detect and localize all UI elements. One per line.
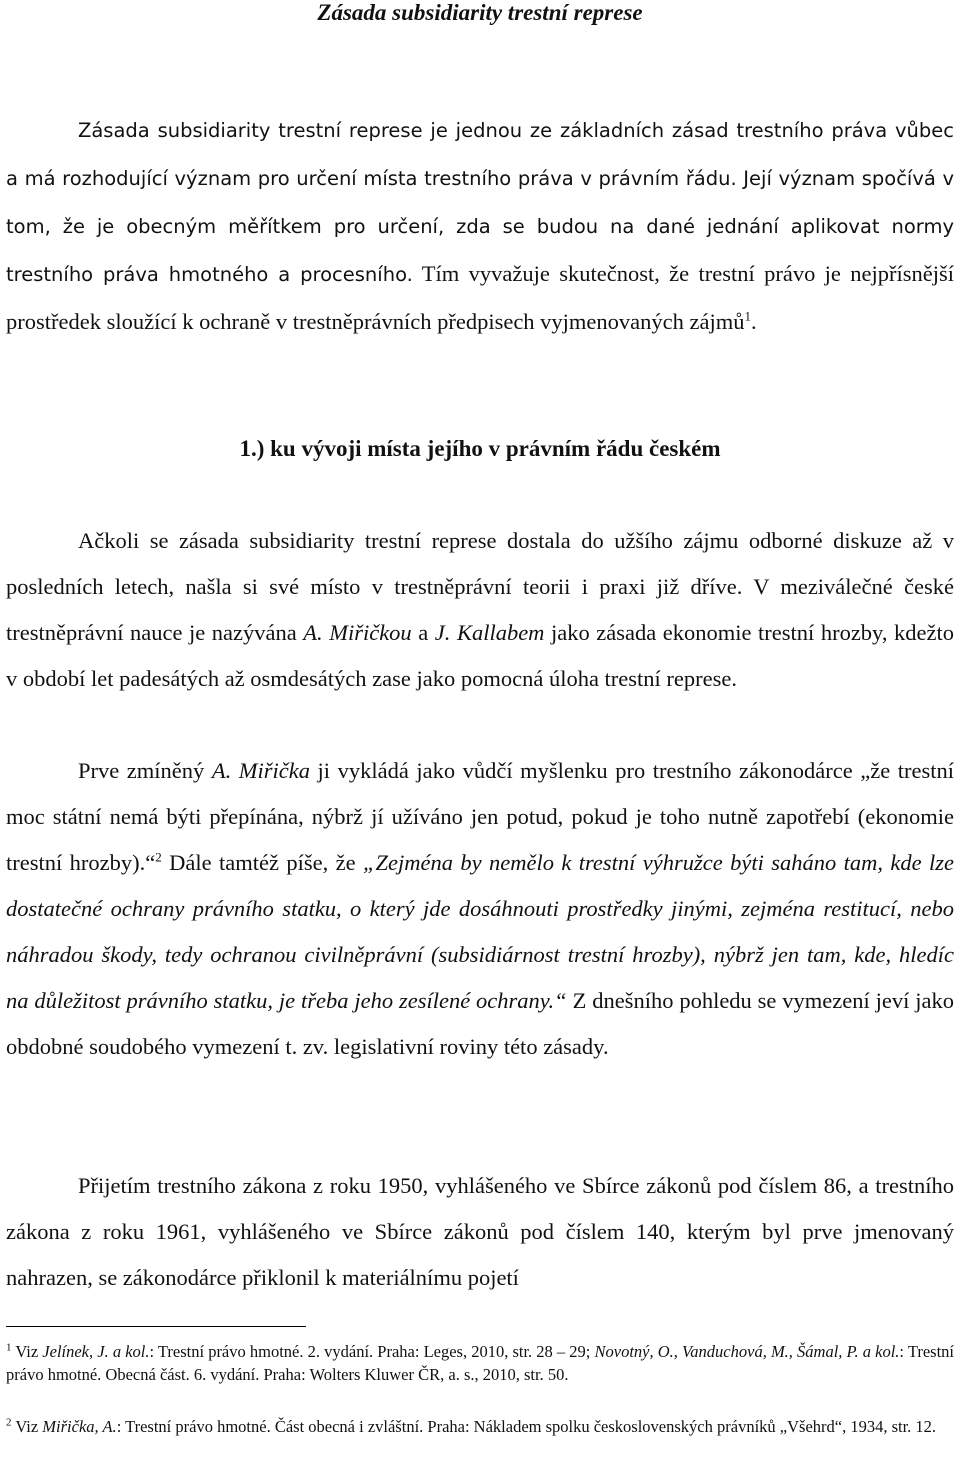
paragraph-1-part-a: Zásada subsidiarity trestní represe je jednou ze základních zásad trestního práva vůbec a má rozhodující význam pro určení místa trestního práva v právním řádu. Její význam spočívá v tom, že je obecným měřítkem pro určení, zda se budou na dané jednání aplikovat normy trestního práva hmotného a procesního. [6, 119, 954, 286]
paragraph-2-part-a: Ačkoli se zásada subsidiarity trestní represe dostala do užšího zájmu odborné diskuze až v posledních letech, našla si své místo v trestněprávní teorii i praxi již dříve. V meziválečné české trestněprávní nauce je nazývána [6, 528, 954, 645]
paragraph-3-quote: „Zejména by nemělo k trestní výhružce býti saháno tam, kde lze dostatečné ochrany právního statku, o který jde dosáhnouti prostředky jinými, zejména restitucí, nebo náhradou škody, tedy ochranou civilněprávní (subsidiárnost trestní hrozby), nýbrž jen tam, kde, hledíc na důležitost právního statku, je třeba jeho zesílené ochrany.“ [6, 850, 954, 1013]
footnote-2-author: Miřička, A. [42, 1417, 117, 1436]
paragraph-3-part-c: Dále tamtéž píše, že [161, 850, 363, 875]
footnote-1-author-2: Novotný, O., Vanduchová, M., Šámal, P. a kol. [594, 1342, 900, 1361]
footnote-1-part-a: Viz [11, 1342, 43, 1361]
paragraph-3-part-d: Z dnešního pohledu se vymezení jeví jako obdobné soudobého vymezení t. zv. legislativní roviny této zásady. [6, 988, 954, 1059]
paragraph-1-end: . [751, 309, 757, 334]
footnote-1-author-1: Jelínek, J. a kol. [42, 1342, 150, 1361]
paragraph-2 [6, 518, 954, 702]
footnote-ref-1: 1 [744, 308, 751, 324]
author-miricka-2: A. Miřička [211, 758, 310, 783]
paragraph-1 [6, 106, 954, 345]
paragraph-4-text: Přijetím trestního zákona z roku 1950, vyhlášeného ve Sbírce zákonů pod číslem 86, a trestního zákona z roku 1961, vyhlášeného ve Sbírce zákonů pod číslem 140, kterým byl prve jmenovaný nahrazen, se zákonodárce přiklonil k materiálnímu pojetí [6, 1173, 954, 1290]
footnote-2-number: 2 [6, 1416, 12, 1429]
paragraph-4 [6, 1163, 954, 1301]
footnote-1-number: 1 [6, 1341, 12, 1354]
footnote-2-part-a: Viz [11, 1417, 43, 1436]
footnote-ref-2: 2 [155, 849, 162, 865]
paragraph-3 [6, 748, 954, 1070]
paragraph-1-part-b: Tím vyvažuje skutečnost, že trestní právo je nejpřísnější prostředek sloužící k ochraně v trestněprávních předpisech vyjmenovaných zájmů [6, 261, 954, 334]
footnote-1 [6, 1340, 954, 1386]
footnote-separator [6, 1326, 306, 1327]
paragraph-2-part-c: jako zásada ekonomie trestní hrozby, kdežto v období let padesátých až osmdesátých zase jako pomocná úloha trestní represe. [6, 620, 954, 691]
page-title: Zásada subsidiarity trestní represe [317, 0, 643, 25]
footnote-1-part-c: : Trestní právo hmotné. Obecná část. 6. vydání. Praha: Wolters Kluwer ČR, a. s., 2010, str. 50. [6, 1342, 954, 1384]
footnote-2-part-b: : Trestní právo hmotné. Část obecná i zvláštní. Praha: Nákladem spolku československých právníků „Všehrd“, 1934, str. 12. [116, 1417, 937, 1436]
footnote-2 [6, 1415, 954, 1438]
footnote-1-part-b: : Trestní právo hmotné. 2. vydání. Praha: Leges, 2010, str. 28 – 29; [149, 1342, 595, 1361]
section-heading: 1.) ku vývoji místa jejího v právním řádu českém [239, 436, 721, 461]
author-miricka: A. Miřičkou [303, 620, 412, 645]
paragraph-3-part-b: ji vykládá jako vůdčí myšlenku pro trestního zákonodárce „že trestní moc státní nemá býti přepínána, nýbrž jí užíváno jen potud, pokud je toho nutně zapotřebí (ekonomie trestní hrozby).“ [6, 758, 955, 875]
paragraph-2-part-b: a [411, 620, 435, 645]
author-kallab: J. Kallabem [434, 620, 545, 645]
paragraph-3-part-a: Prve zmíněný [78, 758, 212, 783]
